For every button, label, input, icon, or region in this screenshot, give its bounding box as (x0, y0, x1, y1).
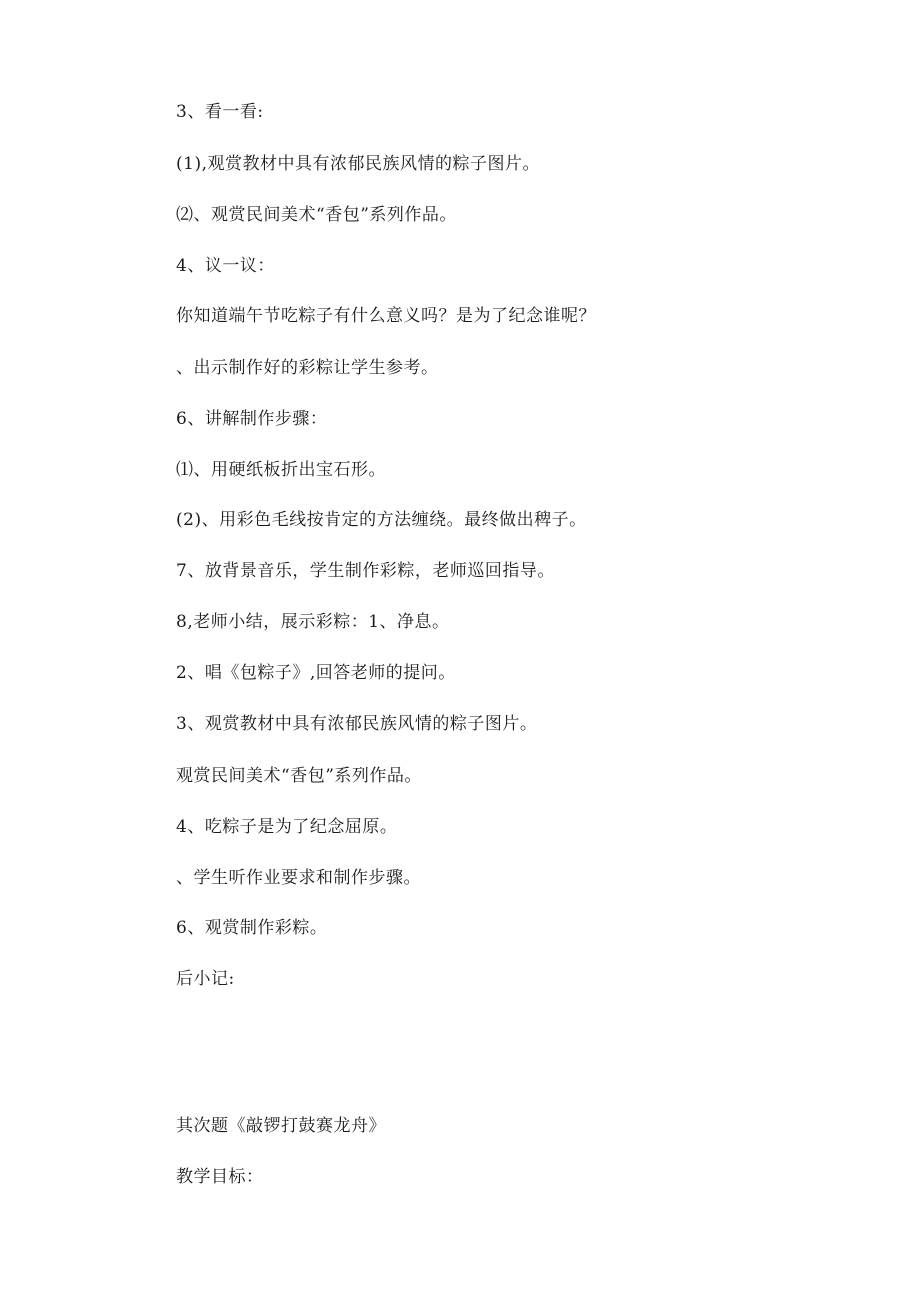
text-line: 6、观赏制作彩粽。 (176, 918, 328, 938)
text-line: 6、讲解制作步骤： (176, 409, 328, 429)
section-label: 教学目标： (176, 1167, 264, 1187)
text-line: 4、吃粽子是为了纪念屈原。 (176, 817, 398, 837)
text-line: 、出示制作好的彩粽让学生参考。 (176, 358, 439, 378)
text-line: 、学生听作业要求和制作步骤。 (176, 868, 421, 888)
text-line: 3、观赏教材中具有浓郁民族风情的粽子图片。 (176, 714, 538, 734)
text-line: 2、唱《包粽子》,回答老师的提问。 (176, 663, 456, 683)
text-line: 3、看一看: (176, 102, 264, 122)
section-label: 后小记: (176, 969, 235, 989)
text-line: ⑴、用硬纸板折出宝石形。 (176, 460, 386, 480)
text-line: 你知道端午节吃粽子有什么意义吗？是为了纪念谁呢？ (176, 306, 596, 326)
text-line: 7、放背景音乐，学生制作彩粽，老师巡回指导。 (176, 561, 555, 581)
text-line: (2)、用彩色毛线按肯定的方法缠绕。最终做出稗子。 (176, 510, 587, 530)
text-line: 4、议一议： (176, 256, 275, 276)
text-line: 8,老师小结，展示彩粽：1、净息。 (176, 612, 450, 632)
text-line: 观赏民间美术“香包”系列作品。 (176, 766, 422, 786)
text-line: ⑵、观赏民间美术“香包”系列作品。 (176, 205, 457, 225)
section-title: 其次题《敲锣打鼓赛龙舟》 (176, 1116, 386, 1136)
text-line: (1),观赏教材中具有浓郁民族风情的粽子图片。 (176, 154, 540, 174)
